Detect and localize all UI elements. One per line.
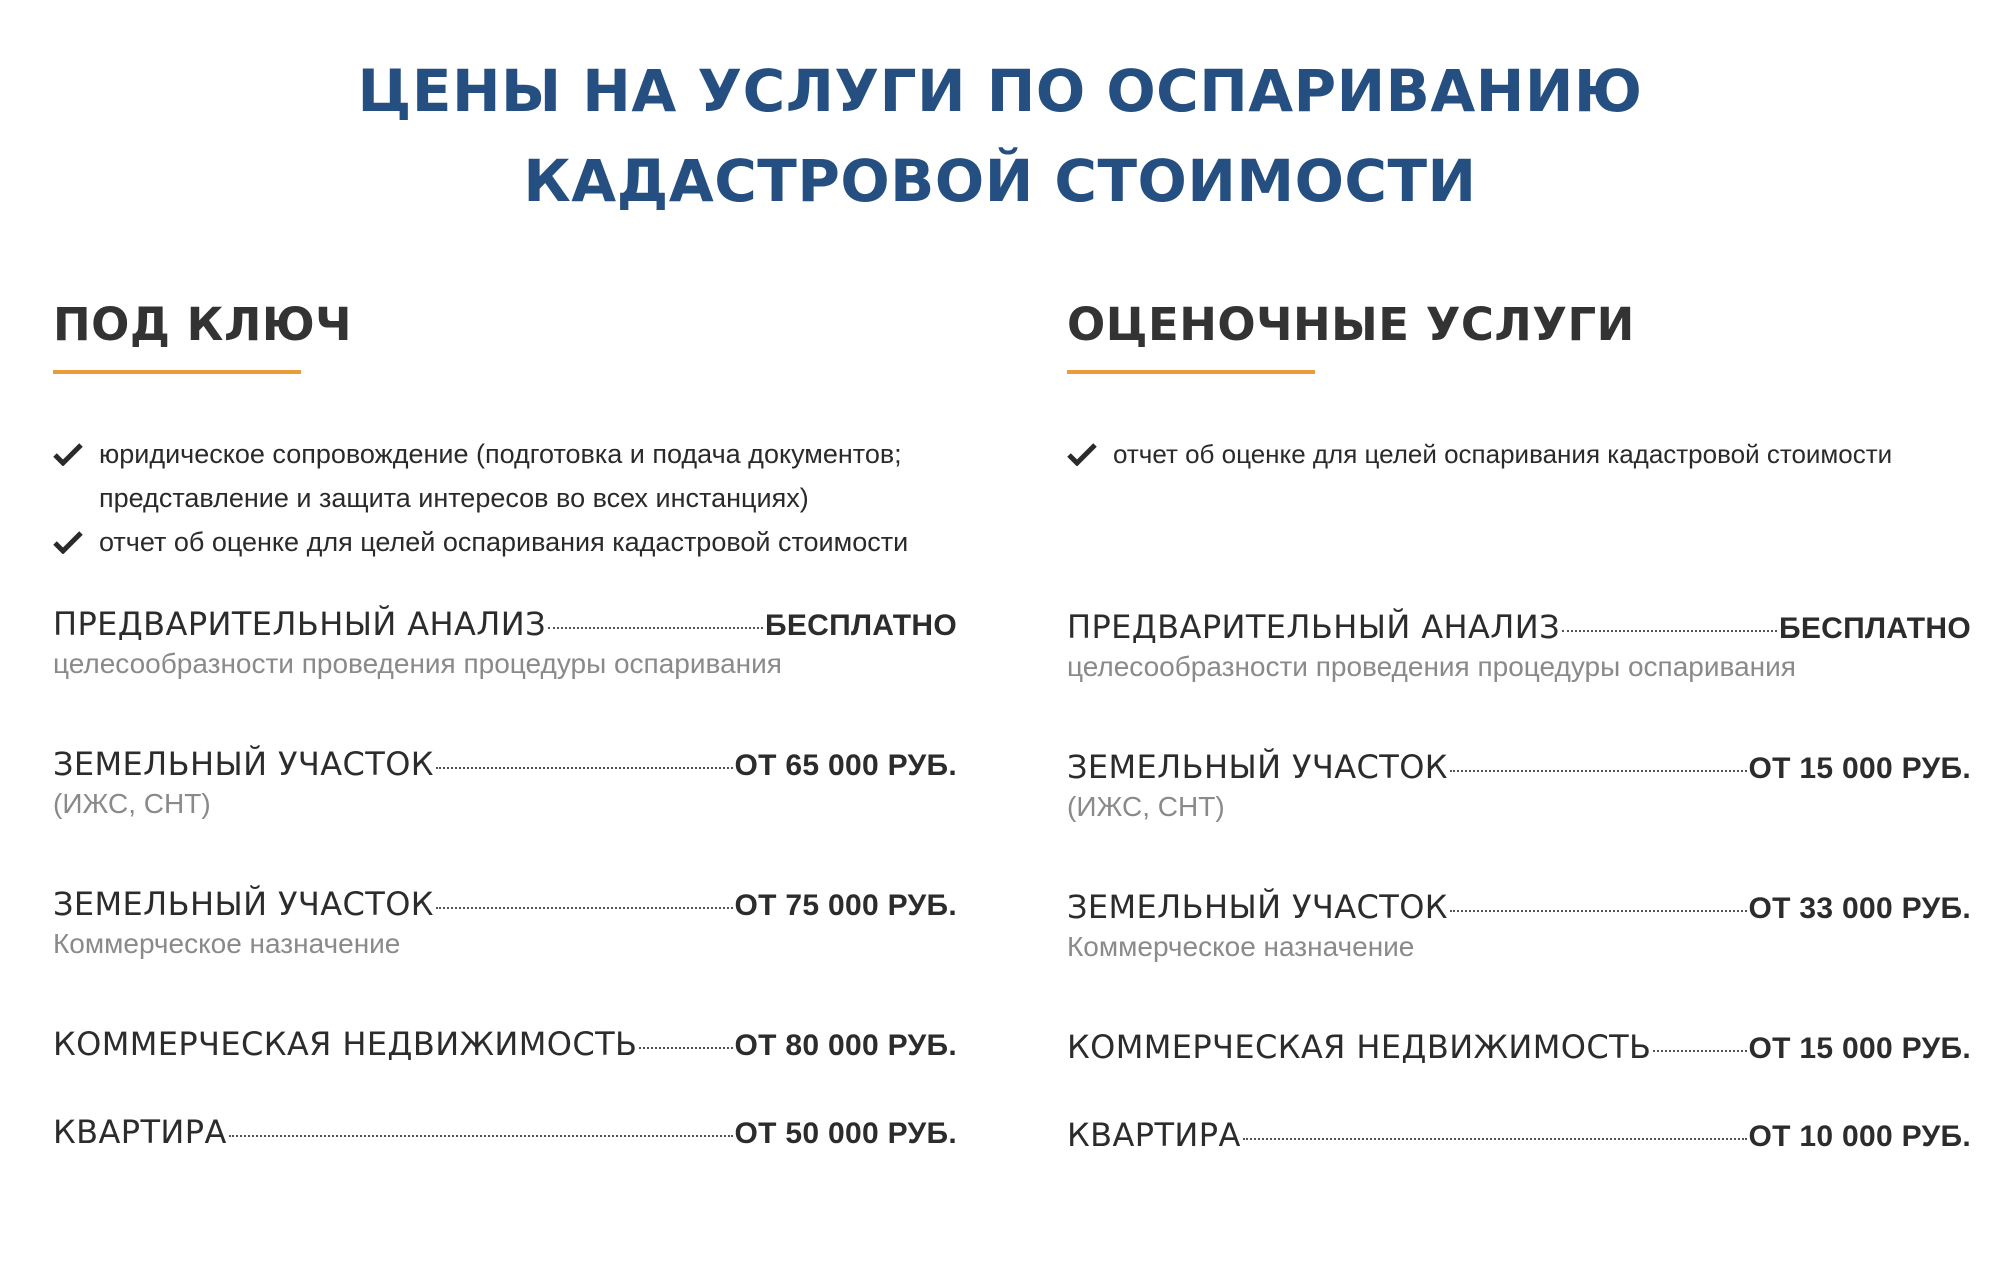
dotted-leader (1450, 910, 1747, 912)
service-description: Коммерческое назначение (53, 928, 401, 959)
service-description: Коммерческое назначение (1067, 931, 1415, 962)
feature-item (1067, 432, 1971, 476)
service-price: ОТ 50 000 РУБ. (734, 1117, 957, 1150)
service-price: ОТ 10 000 РУБ. (1748, 1120, 1971, 1153)
dotted-leader (1450, 770, 1747, 772)
service-name: ЗЕМЕЛЬНЫЙ УЧАСТОК (53, 745, 434, 783)
service-price: ОТ 80 000 РУБ. (734, 1029, 957, 1062)
appraisal-pricing-column (1067, 292, 1971, 1154)
feature-text: юридическое сопровождение (подготовка и подача документов; представление и защита интересов во всех инстанциях) (99, 439, 902, 513)
service-name: ПРЕДВАРИТЕЛЬНЫЙ АНАЛИЗ (53, 605, 547, 643)
price-row (1067, 1113, 1971, 1159)
service-name: ПРЕДВАРИТЕЛЬНЫЙ АНАЛИЗ (1067, 608, 1561, 646)
service-price: БЕСПЛАТНО (1778, 612, 1971, 645)
price-row (53, 602, 957, 682)
dotted-leader (548, 627, 763, 629)
feature-list (1067, 432, 1971, 476)
service-price: БЕСПЛАТНО (764, 609, 957, 642)
price-row (53, 882, 957, 962)
column-title: ОЦЕНОЧНЫЕ УСЛУГИ (1067, 298, 1635, 351)
dotted-leader (639, 1047, 732, 1049)
service-price: ОТ 33 000 РУБ. (1748, 892, 1971, 925)
title-underline (1067, 370, 1315, 374)
price-row (1067, 885, 1971, 965)
check-icon (53, 442, 83, 466)
feature-item (53, 432, 957, 520)
feature-text: отчет об оценке для целей оспаривания кадастровой стоимости (99, 527, 909, 557)
service-description: целесообразности проведения процедуры оспаривания (1067, 651, 1796, 682)
check-icon (1067, 442, 1097, 466)
feature-text: отчет об оценке для целей оспаривания кадастровой стоимости (1113, 439, 1893, 469)
service-price: ОТ 15 000 РУБ. (1748, 1032, 1971, 1065)
service-price: ОТ 65 000 РУБ. (734, 749, 957, 782)
feature-item (53, 520, 957, 564)
column-title: ПОД КЛЮЧ (53, 298, 353, 351)
dotted-leader (1243, 1138, 1747, 1140)
dotted-leader (229, 1135, 733, 1137)
dotted-leader (436, 907, 733, 909)
dotted-leader (1562, 630, 1777, 632)
service-name: ЗЕМЕЛЬНЫЙ УЧАСТОК (1067, 888, 1448, 926)
dotted-leader (1653, 1050, 1746, 1052)
page-title-line-1: ЦЕНЫ НА УСЛУГИ ПО ОСПАРИВАНИЮ (357, 57, 1643, 125)
check-icon (53, 530, 83, 554)
service-name: КОММЕРЧЕСКАЯ НЕДВИЖИМОСТЬ (53, 1025, 638, 1063)
price-row (53, 1110, 957, 1156)
title-underline (53, 370, 301, 374)
page-title (0, 46, 2000, 226)
service-description: (ИЖС, СНТ) (53, 788, 211, 819)
dotted-leader (436, 767, 733, 769)
price-row (1067, 745, 1971, 825)
price-row (1067, 605, 1971, 685)
page-title-line-2: КАДАСТРОВОЙ СТОИМОСТИ (523, 147, 1477, 215)
service-name: КВАРТИРА (1067, 1116, 1241, 1154)
service-name: КВАРТИРА (53, 1113, 227, 1151)
price-row (1067, 1025, 1971, 1071)
service-name: ЗЕМЕЛЬНЫЙ УЧАСТОК (53, 885, 434, 923)
service-name: ЗЕМЕЛЬНЫЙ УЧАСТОК (1067, 748, 1448, 786)
price-row (53, 742, 957, 822)
price-row (53, 1022, 957, 1068)
service-price: ОТ 15 000 РУБ. (1748, 752, 1971, 785)
service-description: целесообразности проведения процедуры оспаривания (53, 648, 782, 679)
service-name: КОММЕРЧЕСКАЯ НЕДВИЖИМОСТЬ (1067, 1028, 1652, 1066)
feature-list (53, 432, 957, 564)
turnkey-pricing-column (53, 292, 957, 1151)
service-description: (ИЖС, СНТ) (1067, 791, 1225, 822)
service-price: ОТ 75 000 РУБ. (734, 889, 957, 922)
